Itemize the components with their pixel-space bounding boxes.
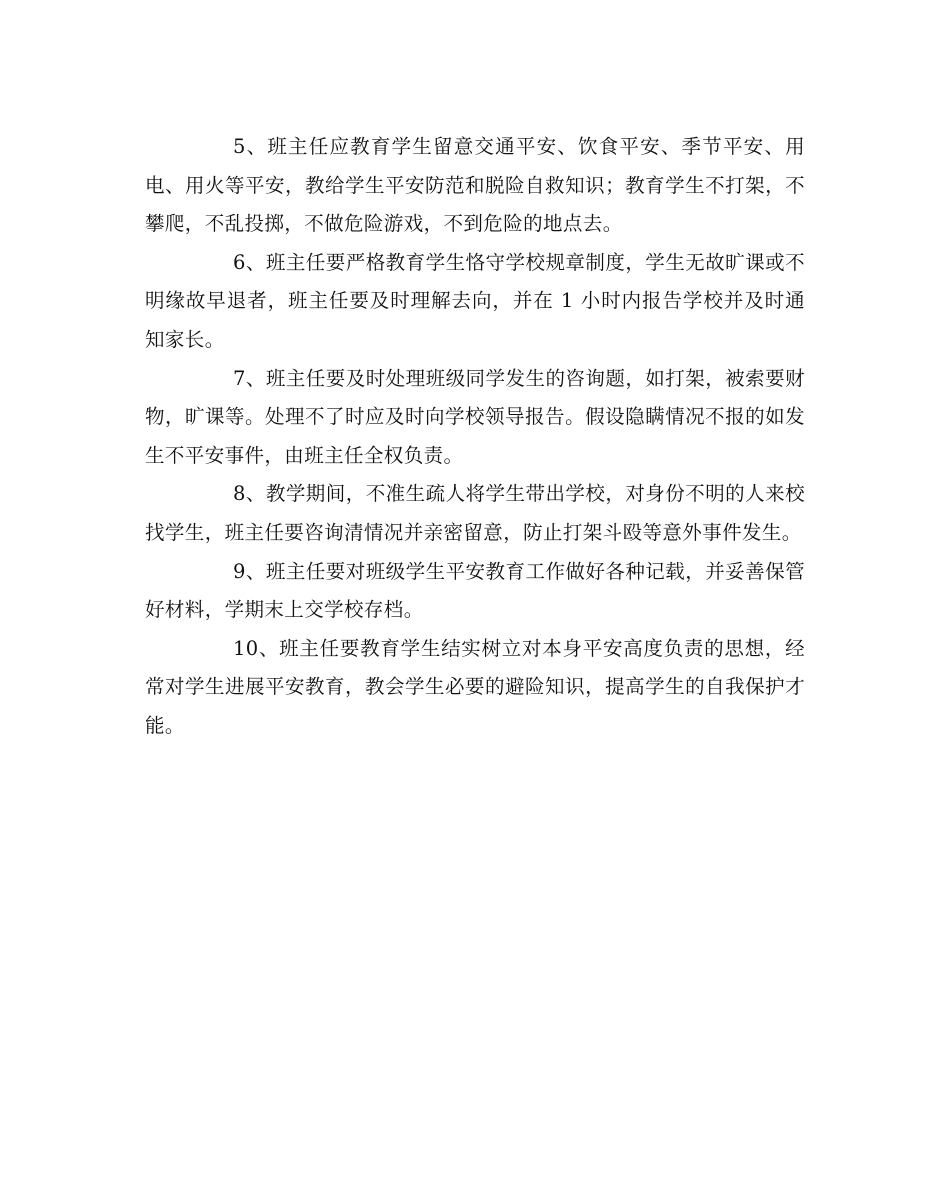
paragraph-item-5: 5、班主任应教育学生留意交通平安、饮食平安、季节平安、用电、用火等平安，教给学生平安防范和脱险自救知识；教育学生不打架，不攀爬，不乱投掷，不做危险游戏，不到危险的地点去。	[145, 135, 805, 236]
paragraph-item-8: 8、教学期间，不准生疏人将学生带出学校，对身份不明的人来校找学生，班主任要咨询清情况并亲密留意，防止打架斗殴等意外事件发生。	[145, 482, 805, 544]
paragraph-item-7: 7、班主任要及时处理班级同学发生的咨询题，如打架，被索要财物，旷课等。处理不了时应及时向学校领导报告。假设隐瞒情况不报的如发生不平安事件，由班主任全权负责。	[145, 366, 805, 467]
document-body	[145, 128, 805, 746]
paragraph-item-6: 6、班主任要严格教育学生恪守学校规章制度，学生无故旷课或不明缘故早退者，班主任要及时理解去向，并在 1 小时内报告学校并及时通知家长。	[145, 250, 805, 351]
paragraph-item-9: 9、班主任要对班级学生平安教育工作做好各种记载，并妥善保管好材料，学期末上交学校存档。	[145, 559, 805, 622]
paragraph-item-10: 10、班主任要教育学生结实树立对本身平安高度负责的思想，经常对学生进展平安教育，教会学生必要的避险知识，提高学生的自我保护才能。	[145, 636, 805, 737]
